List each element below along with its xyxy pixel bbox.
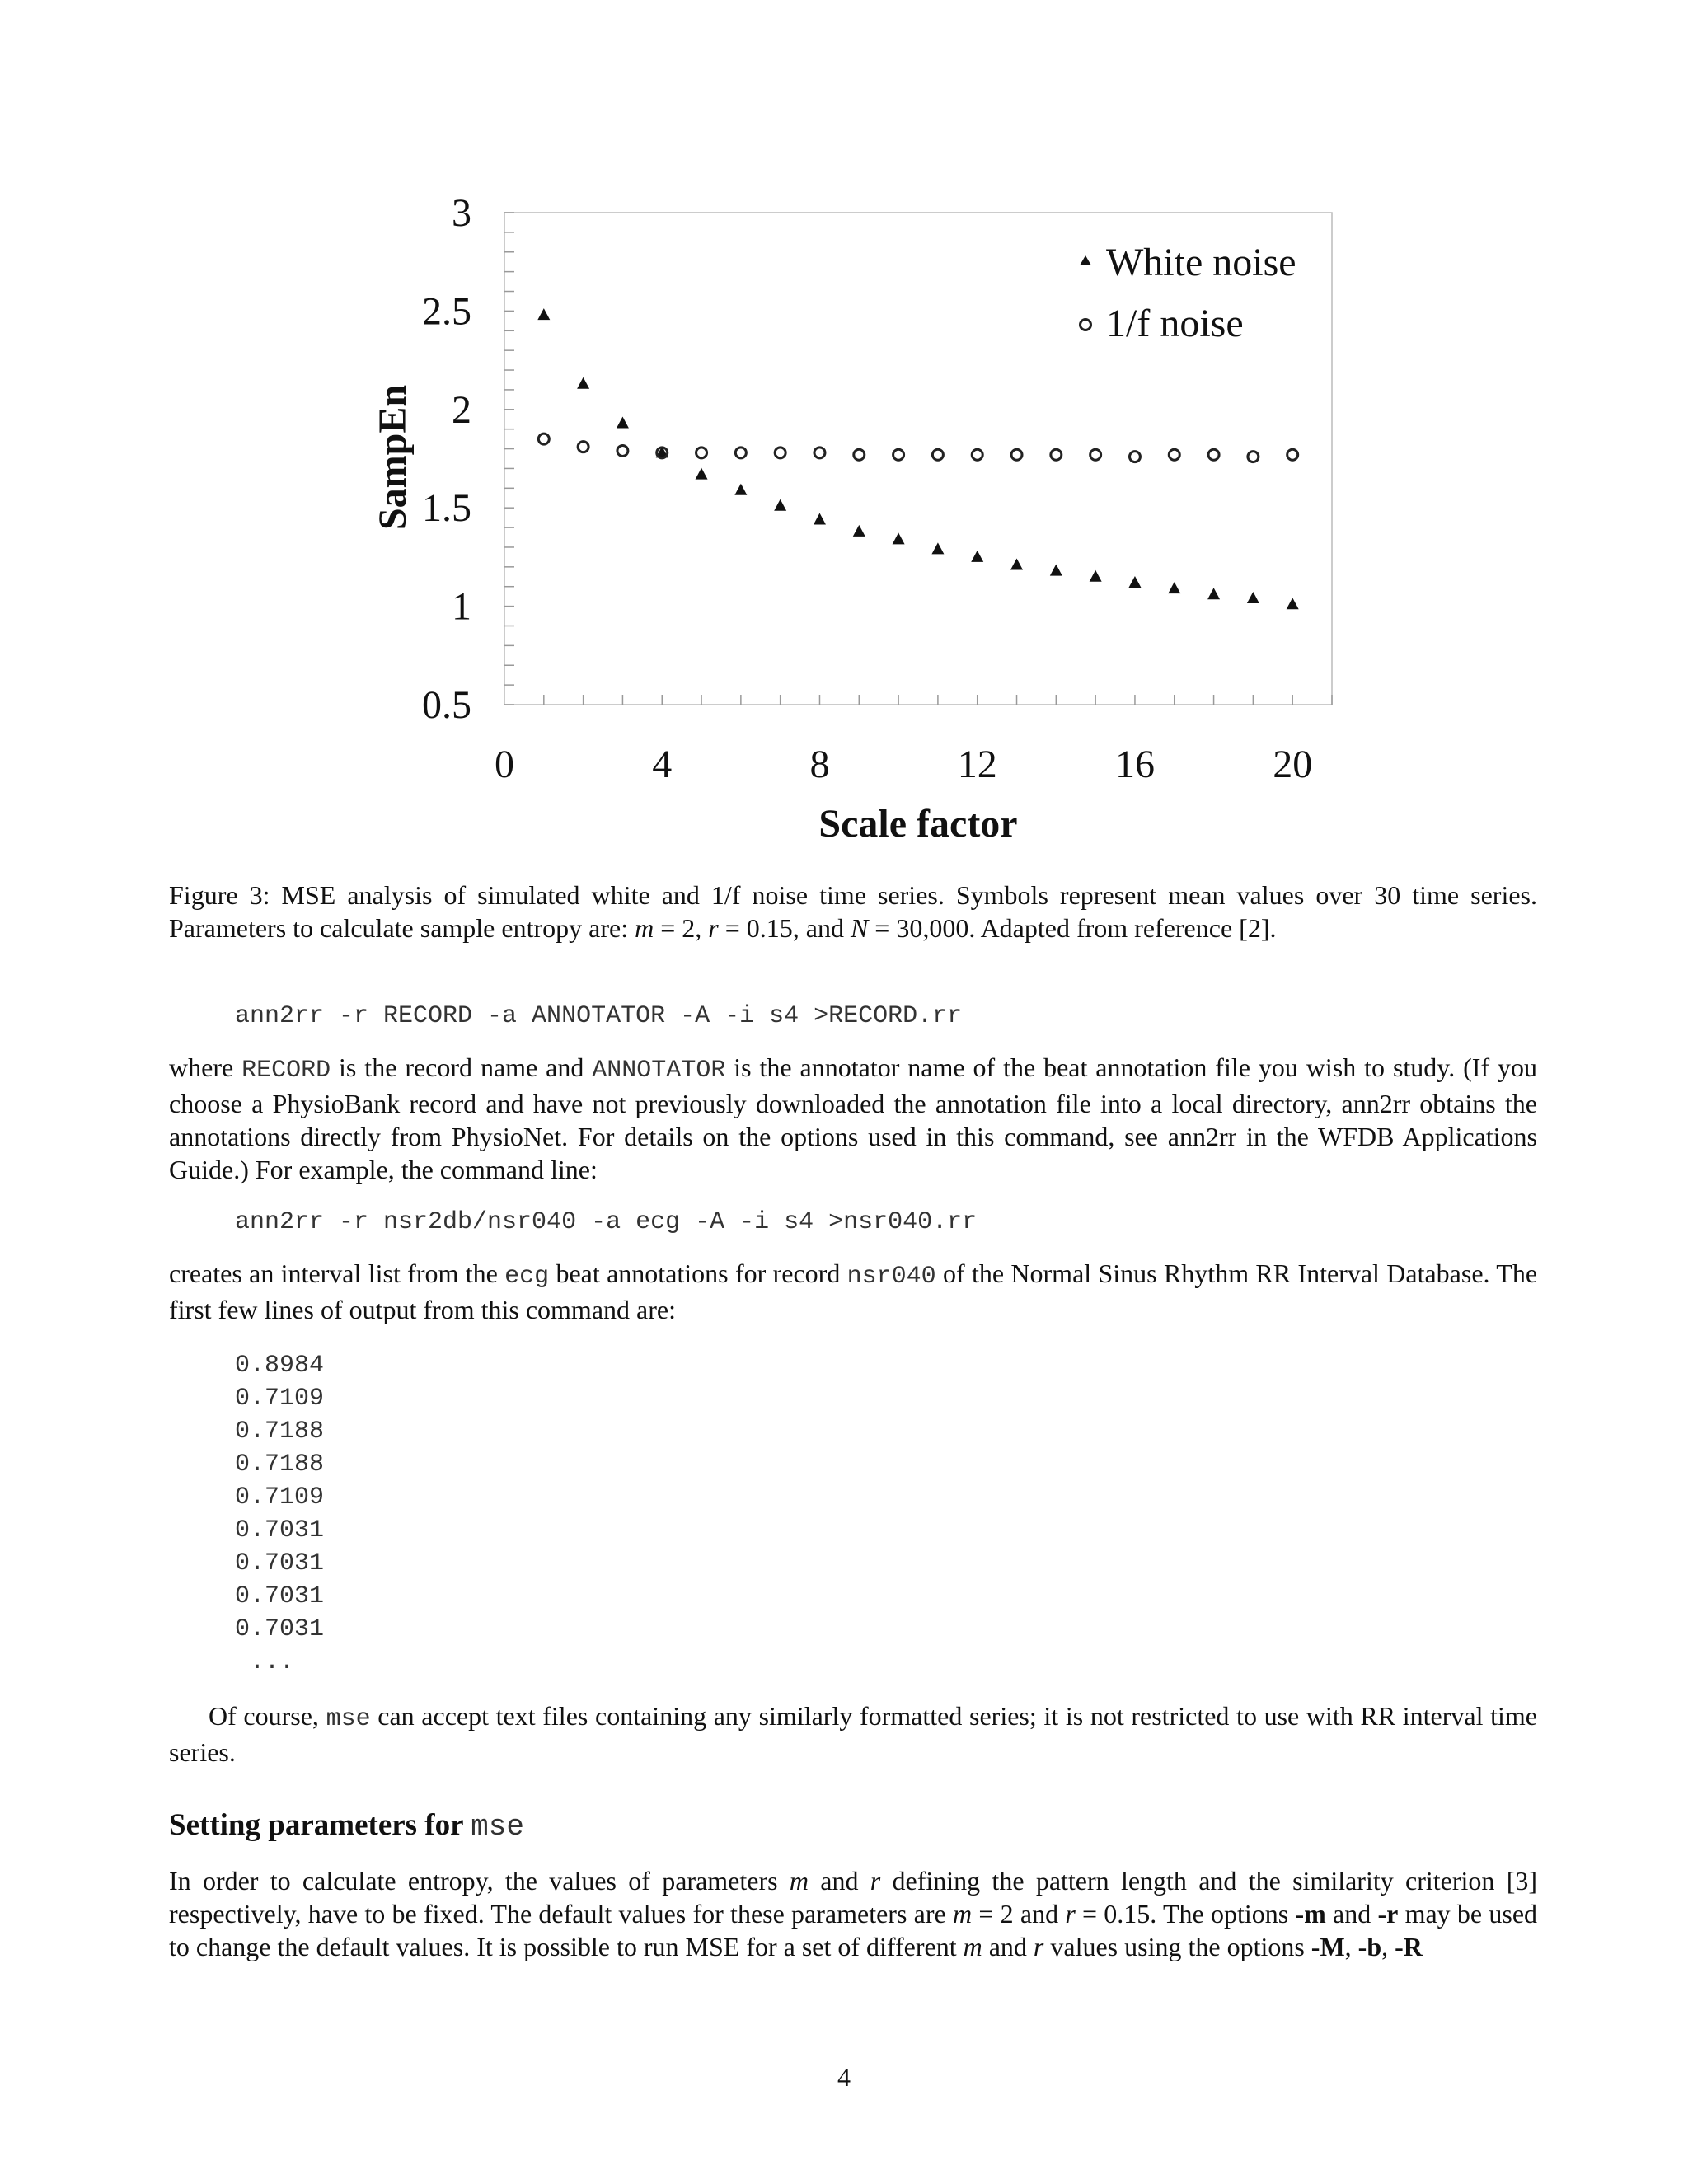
x-tick-label: 20 xyxy=(1273,743,1313,786)
page-number: 4 xyxy=(837,2062,851,2092)
caption-label: Figure 3: xyxy=(169,880,270,910)
y-tick-label: 0.5 xyxy=(422,683,471,727)
paragraph-interval-list: creates an interval list from the ecg beat annotations for record nsr040 of the Normal Sinus Rhythm RR Interval Database. The first few lines of output from this command are: xyxy=(169,1258,1538,1324)
output-line: 0.7031 xyxy=(235,1549,325,1577)
caption-text: MSE analysis of simulated white and 1/f noise time series. Symbols represent mean values over 30 time series. Parameters to calculate sample entropy are: m = 2, r = 0.15, and N = 30,000. Adapted from reference [2]. xyxy=(169,880,1538,943)
output-line: 0.7188 xyxy=(235,1451,325,1479)
output-line: 0.7109 xyxy=(235,1385,325,1413)
legend-label-1f-noise: 1/f noise xyxy=(1106,302,1244,345)
paragraph-mse-text-files: Of course, mse can accept text files containing any similarly formatted series; it is not restricted to use with RR interval time series. xyxy=(169,1701,1538,1767)
output-line: 0.7031 xyxy=(235,1582,325,1610)
paragraph-record-explanation: where RECORD is the record name and ANNOTATOR is the annotator name of the beat annotation file you wish to study. (If you choose a PhysioBank record and have not previously downloaded the annotation file into a local directory, ann2rr obtains the annotations directly from PhysioNet. For details on the options used in this command, see ann2rr in the WFDB Applications Guide.) For example, the command line: xyxy=(169,1052,1538,1184)
x-tick-label: 16 xyxy=(1114,743,1155,786)
code-block-ann2rr-example: ann2rr -r nsr2db/nsr040 -a ecg -A -i s4 >nsr040.rr xyxy=(235,1208,978,1236)
figure-caption xyxy=(169,879,1537,944)
y-tick-label: 3 xyxy=(452,191,471,235)
x-tick-label: 4 xyxy=(652,743,673,786)
output-line: 0.7188 xyxy=(235,1418,325,1446)
output-line: 0.7031 xyxy=(235,1615,325,1643)
code-block-ann2rr-generic: ann2rr -r RECORD -a ANNOTATOR -A -i s4 >RECORD.rr xyxy=(235,1002,963,1030)
x-axis-label: Scale factor xyxy=(818,802,1018,846)
x-tick-label: 0 xyxy=(495,743,514,786)
x-tick-labels xyxy=(495,743,1312,786)
y-tick-labels xyxy=(422,191,471,727)
x-axis-ticks xyxy=(544,695,1332,705)
paragraph-setting-parameters: In order to calculate entropy, the values of parameters m and r defining the pattern length and the similarity criterion [3] respectively, have to be fixed. The default values for these parameters are m = 2 and r = 0.15. The options -m and -r may be used to change the default values. It is possible to run MSE for a set of different m and r values using the options -M, -b, -R xyxy=(169,1866,1538,1961)
plot-area xyxy=(504,213,1332,705)
y-tick-label: 2 xyxy=(452,387,471,432)
legend-label-white-noise: White noise xyxy=(1106,241,1296,284)
y-axis-label: SampEn xyxy=(371,384,415,531)
output-ellipsis: ... xyxy=(235,1648,295,1676)
output-listing xyxy=(235,1349,324,1679)
mse-chart xyxy=(0,0,1688,865)
output-line: 0.8984 xyxy=(235,1352,325,1380)
y-tick-label: 1.5 xyxy=(422,486,471,531)
y-tick-label: 1 xyxy=(452,584,471,629)
section-heading: Setting parameters for mse xyxy=(169,1808,524,1844)
x-tick-label: 8 xyxy=(809,743,830,786)
y-tick-label: 2.5 xyxy=(422,289,471,334)
output-line: 0.7109 xyxy=(235,1483,325,1511)
x-tick-label: 12 xyxy=(957,743,997,786)
output-line: 0.7031 xyxy=(235,1516,325,1544)
